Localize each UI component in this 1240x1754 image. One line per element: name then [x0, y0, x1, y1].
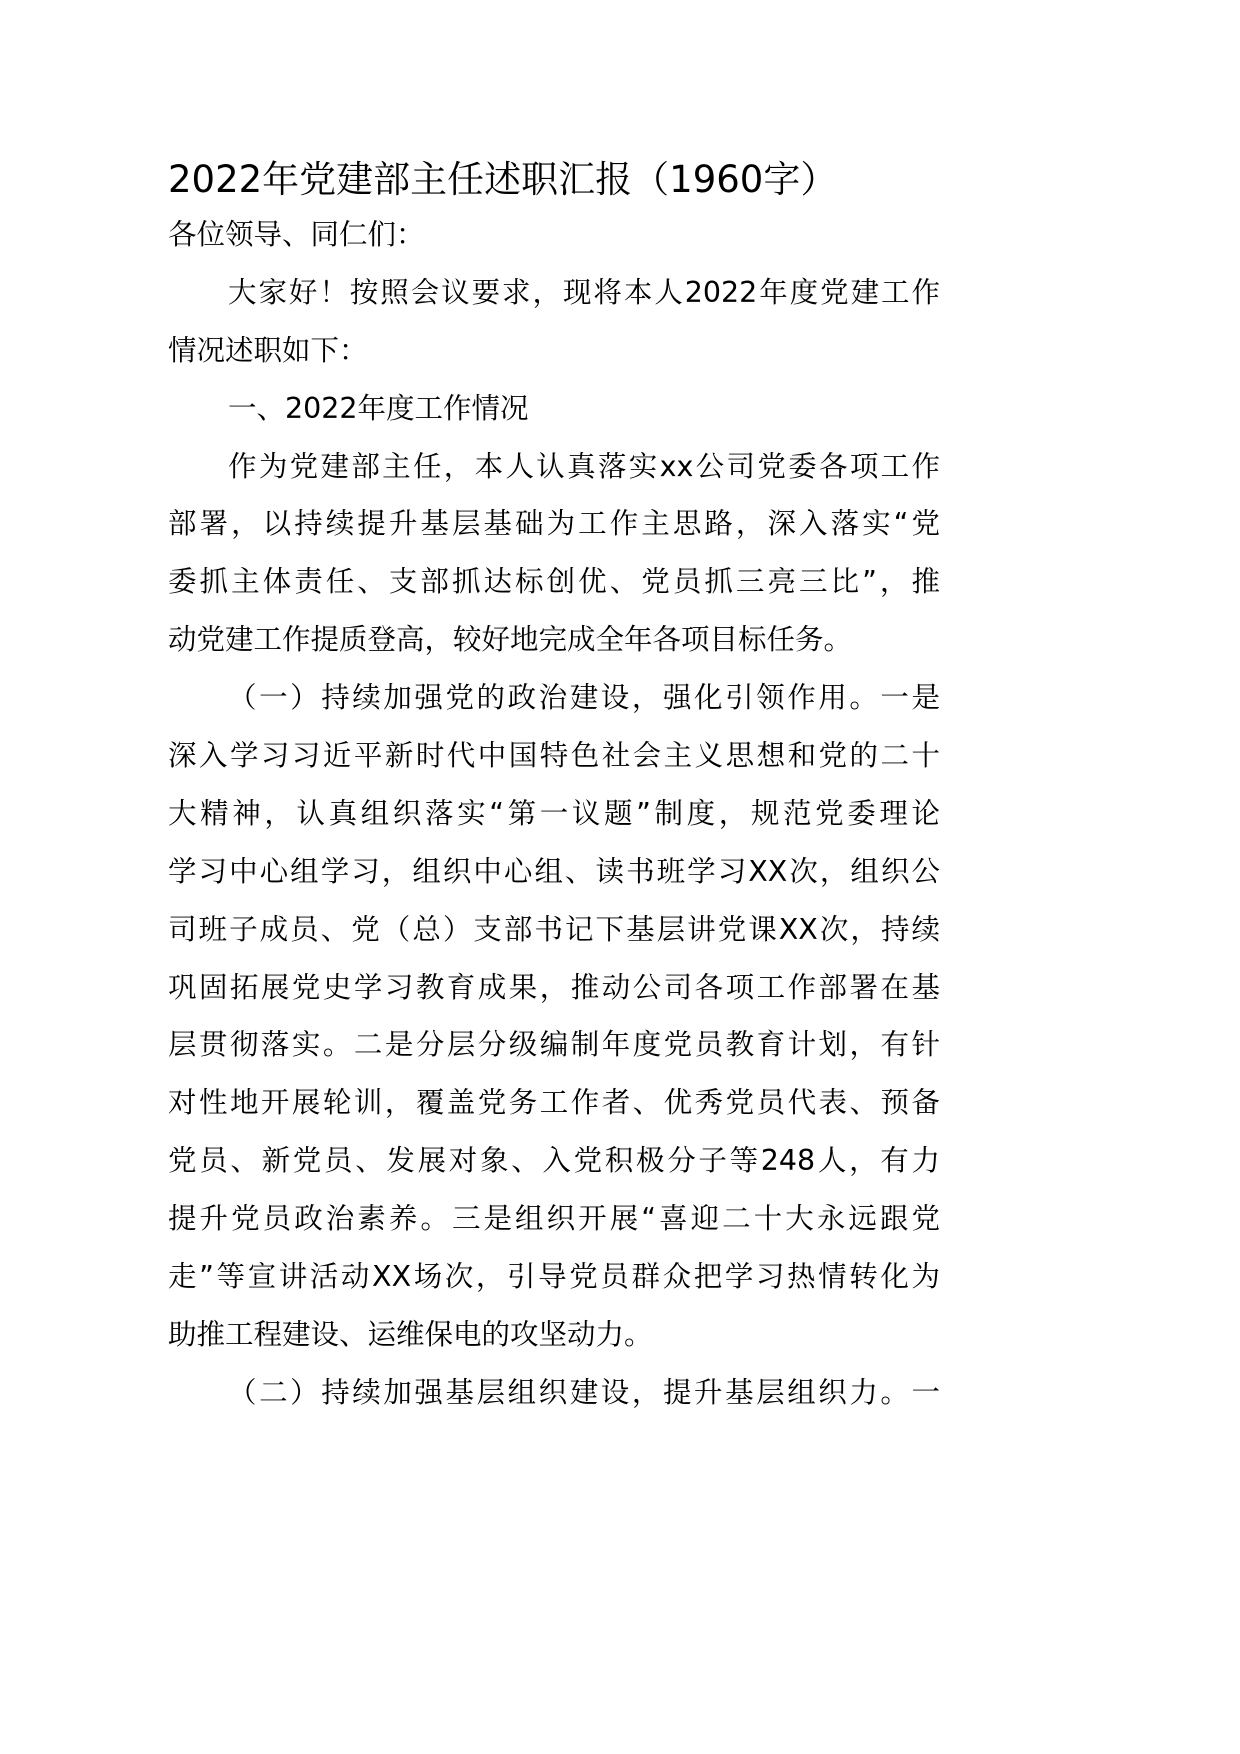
- paragraph-line: 作为党建部主任，本人认真落实xx公司党委各项工作: [228, 449, 940, 483]
- paragraph-line: 动党建工作提质登高，较好地完成全年各项目标任务。: [168, 623, 853, 657]
- salutation: 各位领导、同仁们：: [168, 218, 425, 251]
- paragraph-line: 委抓主体责任、支部抓达标创优、党员抓三亮三比”，推: [168, 565, 940, 599]
- paragraph-line: 助推工程建设、运维保电的攻坚动力。: [168, 1317, 653, 1351]
- paragraph-line: 部署，以持续提升基层基础为工作主思路，深入落实“党: [168, 507, 940, 541]
- paragraph-line: 层贯彻落实。二是分层分级编制年度党员教育计划，有针: [168, 1028, 940, 1062]
- paragraph-line: 学习中心组学习，组织中心组、读书班学习XX次，组织公: [168, 854, 940, 888]
- paragraph-line: 提升党员政治素养。三是组织开展“喜迎二十大永远跟党: [168, 1202, 940, 1236]
- paragraph-line: 大家好！按照会议要求，现将本人2022年度党建工作: [228, 275, 940, 309]
- paragraph-line: 走”等宣讲活动XX场次，引导党员群众把学习热情转化为: [168, 1260, 940, 1294]
- document-title: 2022年党建部主任述职汇报（1960字）: [168, 158, 838, 201]
- paragraph-line: （一）持续加强党的政治建设，强化引领作用。一是: [228, 681, 940, 715]
- paragraph-line: 党员、新党员、发展对象、入党积极分子等248人，有力: [168, 1144, 940, 1178]
- paragraph-line: 巩固拓展党史学习教育成果，推动公司各项工作部署在基: [168, 970, 940, 1004]
- section-heading: 一、2022年度工作情况: [228, 391, 529, 425]
- paragraph-line: 深入学习习近平新时代中国特色社会主义思想和党的二十: [168, 739, 940, 773]
- paragraph-line: 对性地开展轮训，覆盖党务工作者、优秀党员代表、预备: [168, 1086, 940, 1120]
- document-body: [168, 206, 940, 1422]
- paragraph-line: 司班子成员、党（总）支部书记下基层讲党课XX次，持续: [168, 912, 940, 946]
- paragraph-line: （二）持续加强基层组织建设，提升基层组织力。一: [228, 1375, 940, 1409]
- paragraph-line: 大精神，认真组织落实“第一议题”制度，规范党委理论: [168, 796, 940, 830]
- paragraph-line: 情况述职如下：: [168, 333, 368, 367]
